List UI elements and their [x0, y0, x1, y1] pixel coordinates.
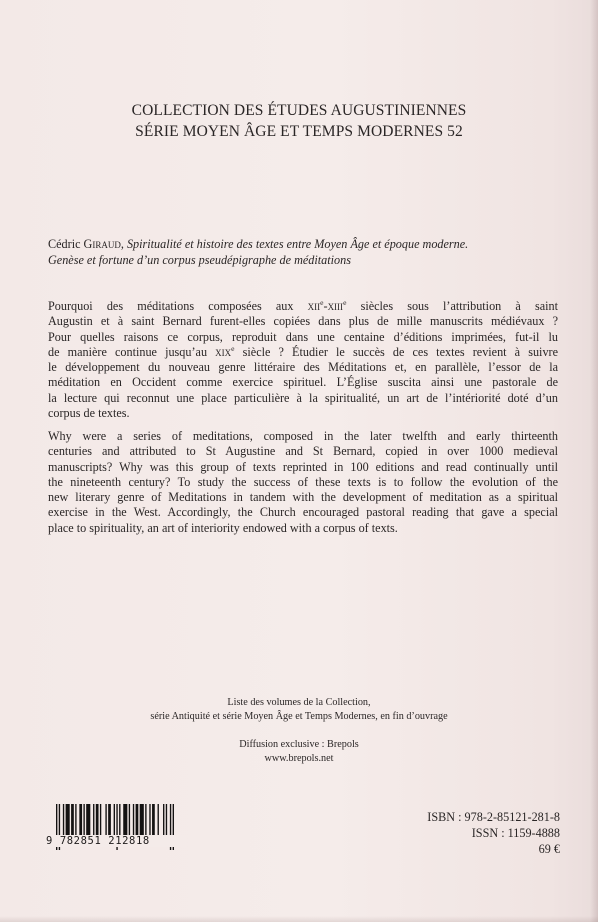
isbn-number: ISBN : 978-2-85121-281-8 — [427, 810, 560, 824]
summary-fr-line: le développement du nouveau genre littéraire des Méditations et, en parallèle, l’essor de la — [48, 360, 558, 375]
book-subtitle: Genèse et fortune d’un corpus pseudépigraphe de méditations — [48, 253, 351, 267]
summary-english — [48, 429, 558, 536]
summary-fr-line: la lecture qui reconnut une place particulière à la spiritualité, un art de l’intériorité doté d’un — [48, 390, 558, 405]
summary-en-line: new literary genre of Meditations in tandem with the development of meditation as a spiritual — [48, 490, 558, 505]
author-last-name: Giraud — [83, 237, 121, 251]
author-first-name: Cédric — [48, 237, 81, 251]
collection-heading — [0, 100, 598, 142]
summary-fr-line: Pour quelles raisons ce corpus, reproduit dans une centaine d’éditions imprimées, fut-il lu — [48, 329, 558, 344]
barcode-digits: 9 782851 212818 — [44, 835, 186, 847]
summary-en-line: exercise in the West. Accordingly, the Church encouraged pastoral reading that gave a special — [48, 505, 558, 520]
distribution-info — [0, 738, 598, 766]
summary-fr-line: Augustin et à saint Bernard furent-elles copiées dans plus de mille manuscrits médiévaux ? — [48, 314, 558, 329]
summary-french — [48, 299, 558, 421]
issn-number: ISSN : 1159-4888 — [471, 826, 560, 840]
identifiers — [427, 809, 560, 857]
summary-en-line: centuries and attributed to St Augustine and St Bernard, copied in over 1000 medieval — [48, 444, 558, 459]
price: 69 € — [538, 842, 560, 856]
summary-fr-line: méditation en Occident comme exercice spirituel. L’Église suscita ainsi une pastorale de — [48, 375, 558, 390]
summary-fr-line: Pourquoi des méditations composées aux xii$^e$-xiii$^e$ siècles sous l’attribution à saint — [48, 297, 558, 313]
summary-en-line: the nineteenth century? To study the success of these texts is to follow the evolution of the — [48, 474, 558, 489]
page-edge-shadow — [590, 0, 598, 922]
volume-list-line-2: série Antiquité et série Moyen Âge et Temps Modernes, en fin d’ouvrage — [150, 711, 448, 722]
summary-fr-line: de manière continue jusqu’au xix$^e$ siècle ? Étudier le succès de ces textes revient à suivre — [48, 343, 559, 359]
volume-list-line-1: Liste des volumes de la Collection, — [227, 697, 371, 708]
collection-title: COLLECTION DES ÉTUDES AUGUSTINIENNES — [131, 102, 467, 119]
summary-fr-line: corpus de textes. — [48, 406, 130, 421]
summary-en-line: place to spirituality, an art of interiority endowed with a corpus of texts. — [48, 520, 398, 535]
summary-en-line: Why were a series of meditations, composed in the later twelfth and early thirteenth — [48, 429, 558, 443]
citation-line-1: Cédric Giraud, Spiritualité et histoire des textes entre Moyen Âge et époque moderne. — [48, 237, 469, 251]
publisher-website: www.brepols.net — [264, 753, 334, 764]
volume-list-note — [0, 696, 598, 724]
summary-en-line: manuscripts? Why was this group of texts reprinted in 100 editions and read continually until — [48, 459, 558, 474]
book-title: Spiritualité et histoire des textes entre Moyen Âge et époque moderne. — [126, 237, 469, 251]
page-bottom-shadow — [0, 916, 598, 922]
distributor: Diffusion exclusive : Brepols — [239, 739, 359, 750]
series-title: SÉRIE MOYEN ÂGE ET TEMPS MODERNES 52 — [135, 123, 463, 140]
book-citation — [48, 236, 558, 268]
